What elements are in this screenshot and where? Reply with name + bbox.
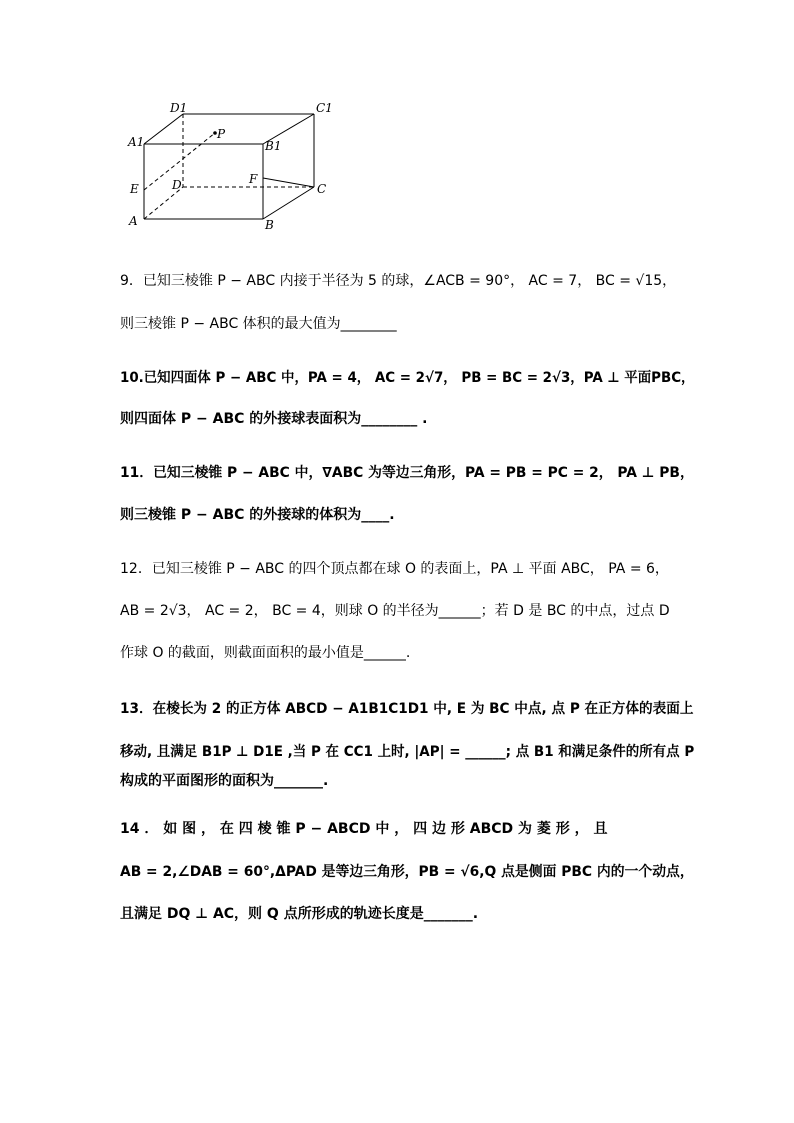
- problem-14-line-3: 且满足 DQ ⊥ AC，则 Q 点所形成的轨迹长度是_______.: [120, 906, 479, 922]
- problem-10-line-2: 则四面体 P − ABC 的外接球表面积为________ .: [120, 411, 428, 427]
- label-d1: D1: [170, 101, 188, 115]
- problem-12-line-3: 作球 O 的截面，则截面面积的最小值是______.: [120, 645, 411, 661]
- label-f: F: [249, 172, 258, 186]
- label-p: P: [217, 127, 226, 141]
- label-a: A: [129, 214, 138, 228]
- problem-13-line-3: 构成的平面图形的面积为_______.: [120, 773, 329, 789]
- label-b: B: [265, 218, 274, 232]
- problem-9-line-1: 9．已知三棱锥 P − ABC 内接于半径为 5 的球，∠ACB = 90°， AC = 7， BC = √15，: [120, 273, 677, 289]
- problem-13-line-2: 移动, 且满足 B1P ⊥ D1E ,当 P 在 CC1 上时, |AP| = ______; 点 B1 和满足条件的所有点 P: [120, 744, 695, 760]
- label-c: C: [317, 182, 327, 196]
- label-d: D: [172, 178, 182, 192]
- cuboid-diagram: [120, 98, 340, 238]
- label-c1: C1: [316, 101, 333, 115]
- problem-10-line-1: 10.已知四面体 P − ABC 中，PA = 4， AC = 2√7， PB = BC = 2√3，PA ⊥ 平面PBC，: [120, 370, 695, 386]
- problem-9-line-2: 则三棱锥 P − ABC 体积的最大值为________: [120, 316, 397, 332]
- cuboid-figure: [120, 98, 340, 242]
- problem-13-line-1: 13．在棱长为 2 的正方体 ABCD − A1B1C1D1 中, E 为 BC 中点, 点 P 在正方体的表面上: [120, 701, 694, 717]
- problem-14-line-2: AB = 2,∠DAB = 60°,ΔPAD 是等边三角形，PB = √6,Q 点是侧面 PBC 内的一个动点，: [120, 864, 694, 880]
- label-e: E: [130, 182, 139, 196]
- label-a1: A1: [128, 135, 145, 149]
- problem-11-line-2: 则三棱锥 P − ABC 的外接球的体积为____.: [120, 507, 395, 523]
- problem-14-line-1: 14 ． 如 图 ， 在 四 棱 锥 P − ABCD 中 ， 四 边 形 ABCD 为 菱 形 ， 且: [120, 821, 608, 837]
- problem-12-line-2: AB = 2√3， AC = 2， BC = 4，则球 O 的半径为______；若 D 是 BC 的中点，过点 D: [120, 603, 670, 619]
- label-b1: B1: [265, 139, 282, 153]
- problem-11-line-1: 11．已知三棱锥 P − ABC 中，∇ABC 为等边三角形，PA = PB = PC = 2， PA ⊥ PB，: [120, 465, 694, 481]
- problem-12-line-1: 12．已知三棱锥 P − ABC 的四个顶点都在球 O 的表面上，PA ⊥ 平面 ABC， PA = 6，: [120, 561, 669, 577]
